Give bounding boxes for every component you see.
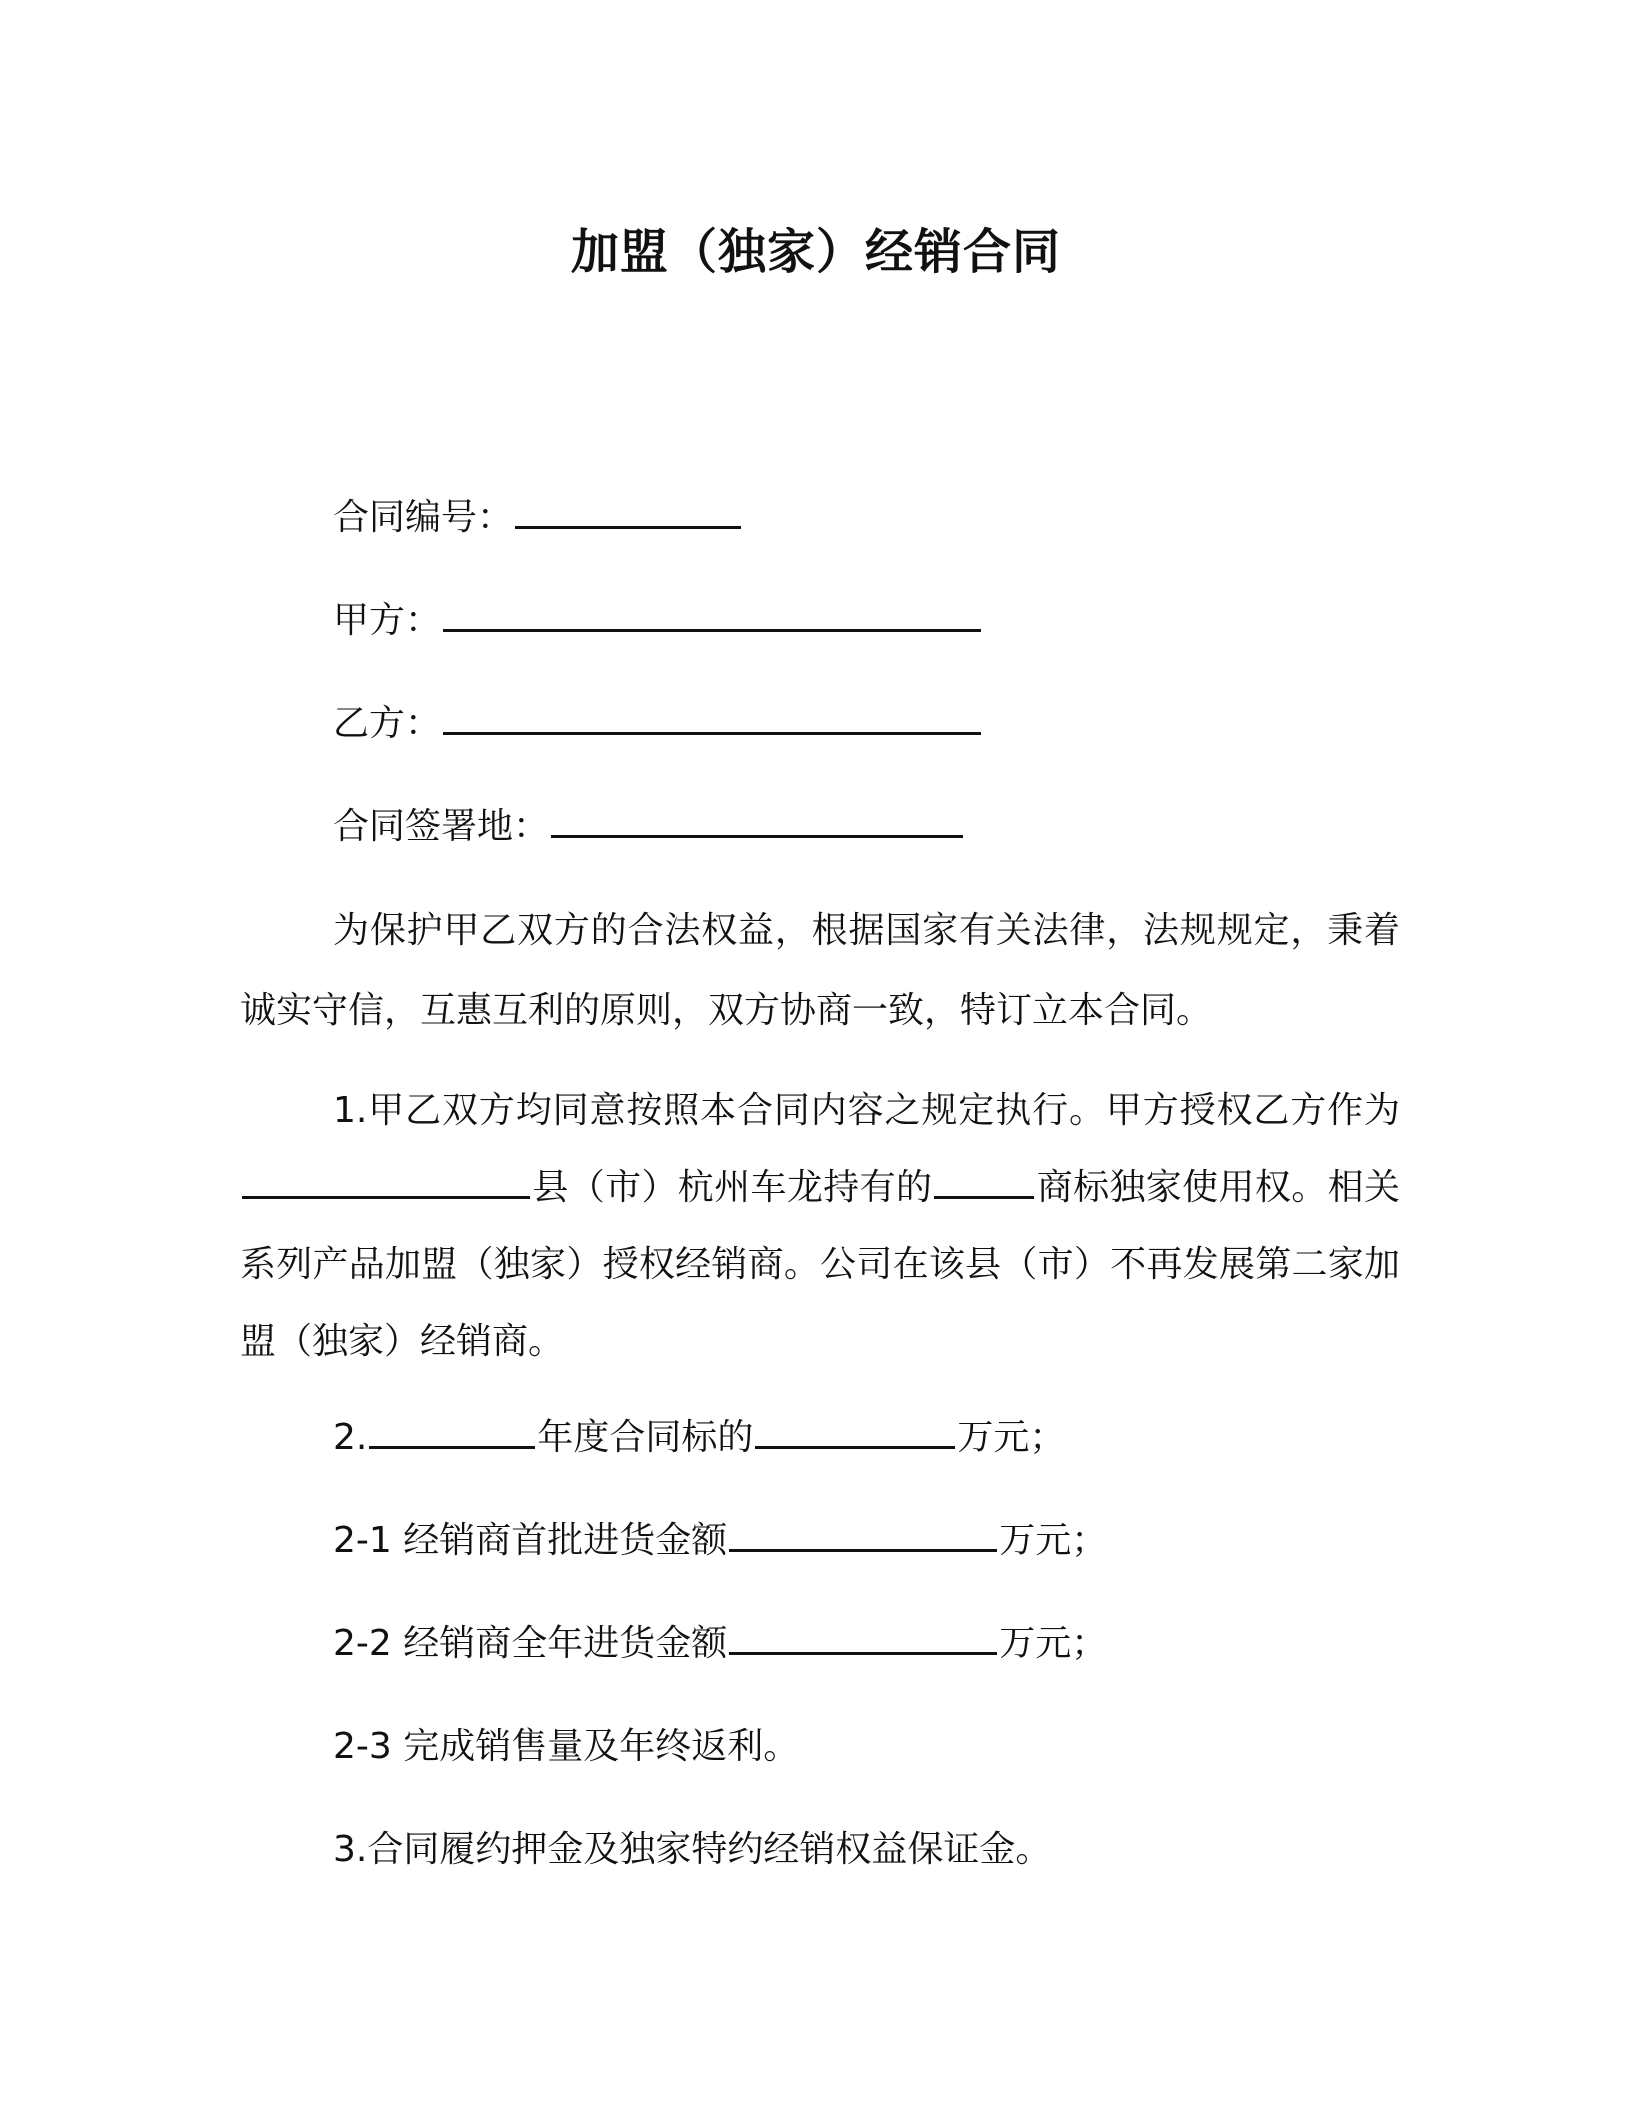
clause-1-part-a: 1.甲乙双方均同意按照本合同内容之规定执行。甲方授权乙方作为 <box>333 1090 1400 1131</box>
clause-2-1-suffix: 万元； <box>999 1520 1108 1561</box>
clause-3: 3.合同履约押金及独家特约经销权益保证金。 <box>333 1829 1052 1870</box>
clause-2-mid: 年度合同标的 <box>537 1417 754 1458</box>
trademark-blank <box>934 1195 1034 1199</box>
first-purchase-blank <box>729 1548 997 1552</box>
document-title: 加盟（独家）经销合同 <box>570 224 1061 280</box>
clause-2-2 <box>333 1620 1107 1668</box>
intro-paragraph: 为保护甲乙双方的合法权益，根据国家有关法律，法规规定，秉着诚实守信，互惠互利的原则，双方协商一致，特订立本合同。 <box>240 910 1400 1031</box>
party-a-label: 甲方： <box>333 600 442 641</box>
clause-2-3: 2-3 完成销售量及年终返利。 <box>333 1726 800 1767</box>
party-a-blank <box>443 628 981 632</box>
clause-2-1 <box>333 1517 1107 1565</box>
clause-1-part-c: 商标独家使用权。相关系列产品加盟（独家）授权经销商。公司在该县（市）不再发展第二家加盟（独家）经销商。 <box>240 1167 1400 1362</box>
party-b-label: 乙方： <box>333 703 442 744</box>
clause-1-part-b: 县（市）杭州车龙持有的 <box>532 1167 933 1208</box>
clause-2-2-suffix: 万元； <box>999 1623 1108 1664</box>
clause-2-suffix: 万元； <box>957 1417 1066 1458</box>
sign-place-label: 合同签署地： <box>333 806 550 847</box>
party-a-field <box>333 597 983 645</box>
year-blank <box>369 1445 535 1449</box>
county-blank <box>242 1195 530 1199</box>
sign-place-blank <box>551 834 963 838</box>
clause-1-paragraph <box>240 1072 1400 1380</box>
party-b-blank <box>443 731 981 735</box>
clause-2-2-prefix: 2-2 经销商全年进货金额 <box>333 1623 728 1664</box>
contract-number-label: 合同编号： <box>333 497 514 538</box>
contract-target-blank <box>755 1445 955 1449</box>
contract-number-blank <box>515 525 741 529</box>
annual-purchase-blank <box>729 1651 997 1655</box>
party-b-field <box>333 700 983 748</box>
clause-2-1-prefix: 2-1 经销商首批进货金额 <box>333 1520 728 1561</box>
clause-2 <box>333 1414 1065 1462</box>
contract-number-field <box>333 494 743 542</box>
clause-2-prefix: 2. <box>333 1417 368 1458</box>
sign-place-field <box>333 803 965 851</box>
